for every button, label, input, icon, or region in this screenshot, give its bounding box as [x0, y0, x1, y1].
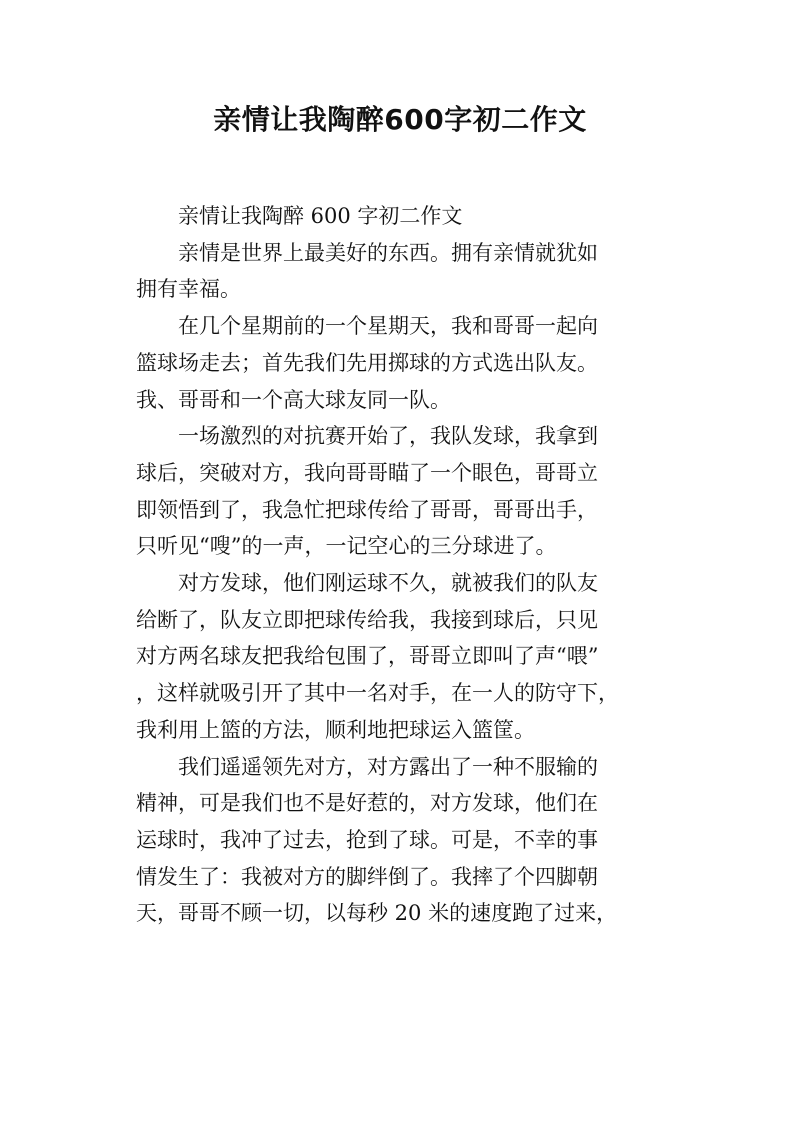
text-line: ，这样就吸引开了其中一名对手，在一人的防守下，	[136, 681, 619, 706]
paragraph-1	[136, 198, 668, 235]
paragraph-4	[136, 418, 668, 565]
text-line: 天，哥哥不顾一切，以每秒 20 米的速度跑了过来，	[136, 901, 618, 926]
article-body	[136, 198, 668, 932]
text-line: 对方发球，他们刚运球不久，就被我们的队友	[178, 571, 598, 596]
text-line: 情发生了：我被对方的脚绊倒了。我摔了个四脚朝	[136, 864, 598, 889]
page-title: 亲情让我陶醉600字初二作文	[213, 103, 587, 136]
text-line: 亲情让我陶醉 600 字初二作文	[178, 204, 463, 228]
text-line: 一场激烈的对抗赛开始了，我队发球，我拿到	[178, 424, 598, 449]
text-line: 我、哥哥和一个高大球友同一队。	[136, 387, 451, 412]
text-line: 拥有幸福。	[136, 277, 241, 302]
text-line: 精神，可是我们也不是好惹的，对方发球，他们在	[136, 791, 598, 816]
paragraph-2	[136, 235, 668, 308]
text-line: 只听见“嗖”的一声，一记空心的三分球进了。	[136, 534, 557, 559]
text-line: 给断了，队友立即把球传给我，我接到球后，只见	[136, 607, 598, 632]
paragraph-5	[136, 565, 668, 749]
text-line: 亲情是世界上最美好的东西。拥有亲情就犹如	[178, 240, 598, 265]
text-line: 运球时，我冲了过去，抢到了球。可是，不幸的事	[136, 827, 598, 852]
paragraph-6	[136, 749, 668, 933]
text-line: 篮球场走去；首先我们先用掷球的方式选出队友。	[136, 350, 598, 375]
text-line: 在几个星期前的一个星期天，我和哥哥一起向	[178, 314, 598, 339]
text-line: 我利用上篮的方法，顺利地把球运入篮筐。	[136, 717, 535, 742]
paragraph-3	[136, 308, 668, 418]
text-line: 对方两名球友把我给包围了，哥哥立即叫了声“喂”	[136, 644, 599, 669]
text-line: 即领悟到了，我急忙把球传给了哥哥，哥哥出手，	[136, 497, 598, 522]
text-line: 球后，突破对方，我向哥哥瞄了一个眼色，哥哥立	[136, 460, 598, 485]
text-line: 我们遥遥领先对方，对方露出了一种不服输的	[178, 754, 598, 779]
